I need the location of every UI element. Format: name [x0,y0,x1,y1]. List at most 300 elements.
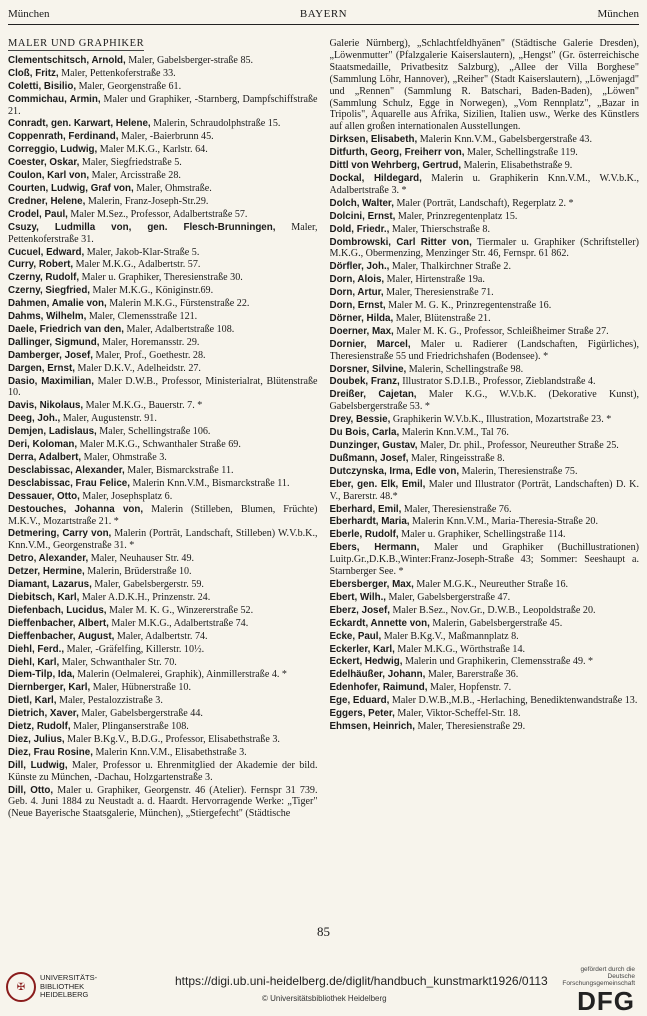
entry-details: Maler A.D.K.H., Prinzenstr. 24. [79,591,211,603]
entry-name: Curry, Robert, [8,259,74,271]
entry-name: Detmering, Carry von, [8,528,112,540]
directory-entry [8,734,318,746]
entry-name: Dreißer, Cajetan, [329,389,417,401]
entry-details: Malerin Knn.V.M., Bismarckstraße 11. [129,477,290,489]
entry-name: Ebert, Wilh., [329,591,387,603]
entry-details: Maler, Horemansstr. 29. [99,336,200,348]
entry-name: Conradt, gen. Karwart, Helene, [8,118,151,130]
university-library-logo [6,972,97,1002]
header-right: München [597,8,639,20]
entry-name: Ehmsen, Heinrich, [329,720,415,732]
entry-name: Diefenbach, Lucidus, [8,604,107,616]
entry-name: Eckardt, Annette von, [329,617,430,629]
directory-entry [330,237,640,261]
entry-name: Czerny, Rudolf, [8,272,80,284]
entry-name: Derra, Adalbert, [8,452,82,463]
directory-entry [8,350,318,362]
entry-name: Eggers, Peter, [329,708,395,720]
entry-details: Maler, Gabelsberger-straße 85. [125,54,254,66]
directory-entry [330,579,640,591]
entry-name: Ebers, Hermann, [329,542,420,554]
entry-details: Malerin, Gabelsbergerstraße 45. [429,617,563,629]
directory-entry [8,618,318,630]
entry-name: Eckerler, Karl, [329,643,395,655]
entry-name: Eberhard, Emil, [329,503,402,515]
logo-line: BIBLIOTHEK [40,981,85,991]
entry-details: Malerin Knn.V.M., Tal 76. [399,427,509,439]
entry-name: Eberle, Rudolf, [329,529,399,541]
entry-details: Maler, Neuhauser Str. 49. [88,553,195,565]
entry-name: Dieffenbacher, August, [8,630,115,642]
entry-name: Edenhofer, Raimund, [329,682,428,694]
entry-name: Doerner, Max, [329,325,394,337]
entry-details: Maler M.K.G., Wörthstraße 14. [394,643,526,655]
directory-entry [8,721,318,733]
entry-name: Dörner, Hilda, [329,312,394,324]
directory-entry [8,144,318,156]
entry-details: Maler, Ringeisstraße 8. [408,452,505,464]
entry-details: Maler, Ohmstraße 3. [81,452,167,463]
directory-entry [8,209,318,221]
entry-name: Dußmann, Josef, [329,452,409,464]
directory-entry [8,222,318,246]
entry-details: Maler, Schellingstraße 106. [96,426,211,438]
entry-details: Maler, Clemensstraße 121. [86,311,198,323]
directory-entry [330,708,640,720]
directory-entry [8,131,318,143]
directory-entry [8,657,318,669]
entry-details: Tiermaler u. Graphiker (Schriftsteller) M.K.G., Obermenzing, Menzinger Str. 46, Fernspr. 61 862. [329,236,639,260]
entry-name: Dockal, Hildegard, [329,172,422,184]
directory-entry [8,566,318,578]
entry-details: Maler, Gabelsbergerstr. 59. [91,579,204,591]
directory-entry [8,695,318,707]
header-center: BAYERN [299,8,348,20]
directory-entry [330,364,640,376]
directory-entry [330,173,640,197]
copyright-notice: © Universitätsbibliothek Heidelberg [262,994,387,1003]
entry-name: Ege, Eduard, [329,695,390,707]
entry-name: Ebersberger, Max, [329,578,414,590]
entry-name: Diez, Julius, [8,733,65,745]
entry-details: Maler, Augustenstr. 91. [60,413,157,425]
directory-entry [8,272,318,284]
entry-details: Malerin Knn.V.M., Elisabethstraße 3. [92,746,247,758]
directory-entry [8,439,318,451]
entry-details: Maler M. K. G., Winzererstraße 52. [106,604,254,616]
entry-details: Malerin, Brüderstraße 10. [84,566,192,578]
entry-details: Maler, Theresienstraße 76. [401,503,512,515]
running-header [8,8,639,25]
directory-entry [330,479,640,503]
logo-line: HEIDELBERG [40,990,89,1000]
entry-details: Maler, Hübnerstraße 10. [90,682,191,694]
entry-name: Dietz, Rudolf, [8,721,71,733]
directory-entry [8,68,318,80]
entry-details: Maler D.W.B., Professor, Ministerialrat, Blütenstraße 10. [8,375,318,399]
entry-details: Maler M.K.G., Adalbertstr. 57. [73,259,201,271]
directory-entry [330,160,640,172]
directory-entry [8,528,318,552]
directory-entry [8,298,318,310]
entry-details: Maler, Josephsplatz 6. [79,490,173,502]
entry-name: Dorsner, Silvine, [329,363,407,375]
entry-name: Eckert, Hedwig, [329,656,403,668]
directory-entry [330,427,640,439]
section-title: MALER UND GRAPHIKER [8,38,145,49]
entry-name: Dieffenbacher, Albert, [8,617,109,629]
header-left: München [8,8,50,20]
directory-entry [8,644,318,656]
entry-name: Dasio, Maximilian, [8,375,94,387]
directory-entry [330,261,640,273]
directory-entry [8,605,318,617]
entry-name: Ditfurth, Georg, Freiherr von, [329,147,465,159]
entry-name: Dold, Friedr., [329,223,390,235]
directory-entry [8,337,318,349]
entry-name: Dietl, Karl, [8,695,57,707]
entry-name: Dahms, Wilhelm, [8,311,87,323]
directory-entry [330,682,640,694]
entry-details: Maler (Porträt, Landschaft), Regerplatz 2. * [393,197,574,209]
directory-entry [8,118,318,130]
directory-entry [8,452,318,464]
entry-name: Dolcini, Ernst, [329,210,396,222]
entry-name: Dunzinger, Gustav, [329,440,418,451]
directory-entry [330,224,640,236]
entry-name: Dill, Ludwig, [8,759,68,771]
directory-entry [8,285,318,297]
dfg-line: Forschungsgemeinschaft [562,980,635,987]
entry-name: Courten, Ludwig, Graf von, [8,182,134,194]
entry-name: Davis, Nikolaus, [8,400,84,412]
entry-name: Dolch, Walter, [329,197,394,209]
entry-name: Dutczynska, Irma, Edle von, [329,465,460,477]
entry-name: Credner, Helene, [8,195,86,207]
entry-name: Dallinger, Sigmund, [8,336,100,348]
directory-entry [8,504,318,528]
entry-name: Dorn, Ernst, [329,300,386,312]
entry-name: Eber, gen. Elk, Emil, [329,478,426,490]
directory-entry [330,605,640,617]
entry-name: Destouches, Johanna von, [8,503,144,515]
directory-entry [8,465,318,477]
entry-details: Maler u. Graphiker, Theresienstraße 30. [79,272,243,284]
directory-entry [330,669,640,681]
entry-details: Malerin, Schraudolphstraße 15. [150,118,281,130]
entry-details: Maler D.W.B.,M.B., -Herlaching, Benediktenwandstraße 13. [389,695,638,707]
entry-details: Maler B.Sez., Nov.Gr., D.W.B., Leopoldstraße 20. [389,604,596,616]
entry-name: Dirksen, Elisabeth, [329,134,418,146]
entry-details: Maler B.Kg.V., Maßmannplatz 8. [381,630,519,642]
entry-name: Diamant, Lazarus, [8,579,92,591]
entry-details: Maler, Theresienstraße 71. [383,287,494,299]
dfg-logo [562,966,635,1015]
directory-entry [8,553,318,565]
entry-details: Maler, Adalbertstraße 108. [123,323,235,335]
entry-details: Maler, Bismarckstraße 11. [124,464,234,476]
page-number: 85 [317,924,330,939]
logo-text [40,974,97,1000]
entry-details: Maler B.Kg.V., B.D.G., Professor, Elisabethstraße 3. [64,733,280,745]
entry-details: Maler M.G.K., Neureuther Straße 16. [413,578,569,590]
directory-entry [330,516,640,528]
directory-entry [330,198,640,210]
entry-details: Maler u. Radierer (Landschaften, Figürliches), Theresienstraße 55 und Friedrichshafen (Bodensee). * [329,338,639,362]
entry-details: Maler, Theresienstraße 29. [414,720,526,732]
directory-entry [330,300,640,312]
entry-details: Maler, Thalkirchner Straße 2. [389,261,512,273]
directory-entry [330,147,640,159]
directory-entry [330,313,640,325]
left-column [8,38,318,918]
entry-details: Maler, Barerstraße 36. [425,669,519,681]
entry-name: Eberz, Josef, [329,604,390,616]
entry-name: Diehl, Karl, [8,656,60,668]
directory-entry [8,785,318,821]
entry-details: Maler, Hopfenstr. 7. [427,682,512,694]
directory-entry [8,196,318,208]
entry-details: Malerin, Franz-Joseph-Str.29. [85,195,209,207]
entry-details: Malerin Knn.V.M., Maria-Theresia-Straße 20. [409,516,598,528]
dfg-line: Deutsche [607,973,635,980]
directory-entry [330,440,640,452]
entry-details: Maler M.K.G., Schwanthaler Straße 69. [77,439,241,451]
entry-name: Doubek, Franz, [329,376,400,388]
directory-entry [8,311,318,323]
entry-details: Maler, -Baierbrunn 45. [118,131,214,143]
directory-entry [330,38,640,133]
entry-details: Malerin Knn.V.M., Gabelsbergerstraße 43. [417,134,592,146]
entry-name: Correggio, Ludwig, [8,144,98,156]
directory-entry [330,414,640,426]
entry-name: Diem-Tilp, Ida, [8,669,75,681]
entry-name: Dorn, Alois, [329,274,385,286]
entry-name: Coletti, Bisilio, [8,80,77,92]
entry-details: Maler, Blütenstraße 21. [393,312,491,324]
entry-name: Diebitsch, Karl, [8,591,80,603]
directory-entry [330,466,640,478]
entry-details: Maler, Gabelsbergerstraße 47. [386,591,511,603]
entry-details: Maler, Ohmstraße. [133,182,212,194]
directory-entry [8,363,318,375]
directory-entry [8,708,318,720]
directory-entry [8,426,318,438]
directory-entry [8,669,318,681]
entry-details: Maler, -Gräfelfing, Killerstr. 10½. [64,643,205,655]
directory-entry [330,134,640,146]
directory-entry [8,247,318,259]
entry-details: Maler u. Graphiker, Schellingstraße 114. [398,529,566,541]
text-columns [8,38,639,918]
entry-details: Maler, Jakob-Klar-Straße 5. [84,246,200,258]
directory-entry [330,542,640,578]
entry-details: Maler und Graphiker (Buchillustrationen) Luitp.Gr.,D.K.B.,Winter:Franz-Joseph-Straße 43; Sommer: Seeshaupt a. Starnberger See. * [329,542,639,578]
entry-details: Maler M. K. G., Professor, Schleißheimer Straße 27. [393,325,609,337]
entry-name: Desclabissac, Frau Felice, [8,477,130,489]
entry-name: Dietrich, Xaver, [8,708,79,720]
directory-entry [8,170,318,182]
entry-details: Maler M.K.G., Karlstr. 64. [97,144,208,156]
entry-details: Maler, Siegfriedstraße 5. [79,157,182,169]
entry-name: Csuzy, Ludmilla von, gen. Flesch-Brunningen, [8,221,276,233]
directory-entry [8,400,318,412]
entry-details: Malerin M.K.G., Fürstenstraße 22. [106,298,250,310]
directory-entry [8,94,318,118]
entry-name: Crodel, Paul, [8,208,68,220]
directory-entry [8,760,318,784]
entry-name: Dargen, Ernst, [8,362,75,374]
directory-entry [8,81,318,93]
directory-entry [8,324,318,336]
entry-name: Diehl, Ferd., [8,643,65,655]
directory-entry [330,592,640,604]
directory-entry [8,413,318,425]
entry-name: Dombrowski, Carl Ritter von, [329,236,472,248]
entry-name: Dorn, Artur, [329,287,384,299]
directory-entry [330,504,640,516]
entry-details: Maler M.K.G., Königinstr.69. [90,285,214,297]
entry-name: Du Bois, Carla, [329,427,400,439]
directory-entry [8,478,318,490]
directory-entry [8,579,318,591]
entry-name: Detro, Alexander, [8,553,89,565]
directory-entry [8,259,318,271]
footer [0,962,647,1016]
entry-name: Deeg, Joh., [8,413,61,425]
permalink-url[interactable]: https://digi.ub.uni-heidelberg.de/diglit/handbuch_kunstmarkt1926/0113 [175,974,548,988]
right-column [330,38,640,918]
directory-entry [8,183,318,195]
entry-details: Maler, Plinganserstraße 108. [70,721,189,733]
entry-details: Maler, Professor u. Ehrenmitglied der Akademie der bild. Künste zu München, -Dachau, Holzgartenstraße 3. [8,759,318,783]
entry-name: Dornier, Marcel, [329,338,411,350]
entry-details: Malerin, Schellingstraße 98. [406,363,524,375]
directory-entry [330,326,640,338]
entry-details: Maler, Hirtenstraße 19a. [384,274,485,286]
entry-details: Illustrator S.D.I.B., Professor, Zieblandstraße 4. [399,376,596,388]
entry-details: Malerin, Theresienstraße 75. [459,465,578,477]
directory-entry [330,339,640,363]
entry-details: Malerin (Oelmalerei, Graphik), Ainmillerstraße 4. * [74,669,287,681]
entry-details: Maler, Georgenstraße 61. [76,80,182,92]
entry-name: Clementschitsch, Arnold, [8,54,126,66]
entry-details: Galerie Nürnberg), „Schlachtfeldhyänen" (Städtische Galerie Dresden), „Löwenmutter" (Pfalzgalerie Kaiserslautern), „Hengst" (Gr. österreichische Staatsmedaille, Privatbesitz Salzburg), „Allee der Villa Borghese" (Sammlung Löhr, Hannover), „Reiher" (Stadt Kaiserslautern), „Löwenjagd" und „Rennen" (Sammlung R. Batschari, Baden-Baden), „Löwen" (Sammlung Schulz, Egge in Norwegen), „Vom Rennplatz", „Bazar in Tripolis", Aquarelle aus Afrika, Sizilien, Italien usw., Werke des Künstlers auf allen großen internationalen Ausstellungen. [329,38,639,133]
entry-name: Daele, Friedrich van den, [8,323,124,335]
entry-name: Detzer, Hermine, [8,566,85,578]
entry-details: Maler und Graphiker, -Starnberg, Dampfschiffstraße 21. [8,93,318,117]
dfg-wordmark: DFG [577,986,635,1016]
entry-name: Edelhäußer, Johann, [329,669,426,681]
entry-name: Diernberger, Karl, [8,682,91,694]
entry-details: Maler, Thierschstraße 8. [389,223,490,235]
directory-entry [8,157,318,169]
directory-entry [330,656,640,668]
entry-name: Desclabissac, Alexander, [8,464,125,476]
entry-name: Coester, Oskar, [8,157,80,169]
entry-name: Czerny, Siegfried, [8,285,91,297]
entry-name: Commichau, Armin, [8,93,101,105]
directory-entry [330,376,640,388]
entry-details: Maler, Gabelsbergerstraße 44. [78,708,203,720]
directory-entry [8,376,318,400]
entry-name: Demjen, Ladislaus, [8,426,97,438]
entry-details: Maler M.K.G., Bauerstr. 7. * [83,400,203,412]
directory-entry [330,453,640,465]
entry-details: Maler, Schwanthaler Str. 70. [59,656,177,668]
entry-details: Maler M.K.G., Adalbertstraße 74. [108,617,249,629]
directory-entry [8,682,318,694]
directory-entry [8,491,318,503]
entry-details: Malerin u. Graphikerin Knn.V.M., W.V.b.K., Adalbertstraße 3. * [329,172,639,196]
entry-details: Maler, Prof., Goethestr. 28. [92,349,206,361]
entry-details: Maler D.K.V., Adelheidstr. 27. [74,362,201,374]
entry-name: Coulon, Karl von, [8,170,90,182]
directory-entry [330,274,640,286]
directory-entry [330,695,640,707]
directory-entry [330,211,640,223]
entry-details: Malerin (Porträt, Landschaft, Stilleben) W.V.b.K., Knn.V.M., Georgenstraße 31. * [8,528,318,552]
entry-details: Maler u. Graphiker, Georgenstr. 46 (Atelier). Fernspr 31 739. Geb. 4. Juni 1884 zu Neustadt a. d. Haardt. Hervorragende Werke: „Tiger" (Neue Bayerische Staatsgalerie, München), „Stiergefecht" (Städtische [8,784,318,820]
entry-details: Maler, Prinzregentenplatz 15. [395,210,518,222]
entry-name: Diez, Frau Rosine, [8,746,93,758]
directory-entry [330,721,640,733]
directory-entry [8,631,318,643]
directory-entry [330,389,640,413]
entry-name: Ecke, Paul, [329,630,382,642]
entry-details: Maler, Pestalozzistraße 3. [56,695,163,707]
entry-details: Malerin (Stilleben, Blumen, Früchte) M.K.V., Mozartstraße 21. * [8,503,318,527]
entry-details: Maler, Pettenkoferstraße 31. [8,221,318,245]
directory-entry [330,618,640,630]
directory-entry [330,644,640,656]
entry-name: Cucuel, Edward, [8,246,85,258]
entry-details: Maler M. G. K., Prinzregentenstraße 16. [385,300,552,312]
directory-entry [330,529,640,541]
entry-details: Maler, Arcisstraße 28. [89,170,181,182]
entry-name: Eberhardt, Maria, [329,516,410,528]
directory-entry [330,287,640,299]
entry-name: Damberger, Josef, [8,349,93,361]
entry-details: Maler, Dr. phil., Professor, Neureuther Straße 25. [417,440,619,451]
directory-entry [8,55,318,67]
entry-details: Maler, Schellingstraße 119. [464,147,578,159]
entry-details: Maler M.Sez., Professor, Adalbertstraße 57. [67,208,248,220]
directory-entry [8,747,318,759]
dfg-line: gefördert durch die [580,966,635,973]
entry-details: Maler, Viktor-Scheffel-Str. 18. [394,708,521,720]
entry-name: Cloß, Fritz, [8,67,59,79]
entry-name: Dahmen, Amalie von, [8,298,107,310]
entry-details: Maler und Illustrator (Porträt, Landschaften) D. K. V., Barerstr. 48.* [329,478,639,502]
entry-name: Dittl von Wehrberg, Gertrud, [329,160,462,172]
directory-entry [8,592,318,604]
logo-line: UNIVERSITÄTS- [40,973,98,983]
entry-name: Deri, Koloman, [8,439,78,451]
entry-details: Maler, Adalbertstr. 74. [114,630,208,642]
entry-name: Dörfler, Joh., [329,261,390,273]
entry-name: Dill, Otto, [8,784,54,796]
directory-entry [330,631,640,643]
seal-icon: ✠ [6,972,36,1002]
entry-details: Maler, Pettenkoferstraße 33. [58,67,176,79]
entry-name: Coppenrath, Ferdinand, [8,131,119,143]
entry-details: Malerin, Elisabethstraße 9. [461,160,573,172]
entry-name: Dessauer, Otto, [8,490,80,502]
entry-details: Malerin und Graphikerin, Clemensstraße 49. * [402,656,594,668]
entry-details: Graphikerin W.V.b.K., Illustration, Mozartstraße 23. * [390,414,612,426]
entry-name: Drey, Bessie, [329,414,391,426]
